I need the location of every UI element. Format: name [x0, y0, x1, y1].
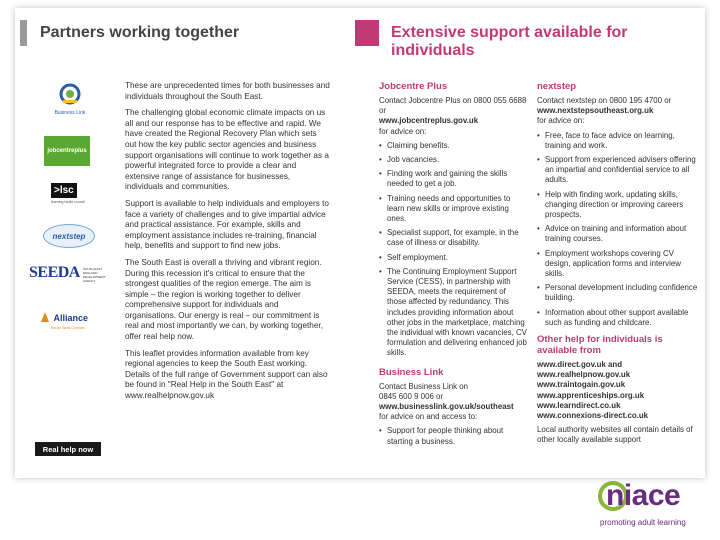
business-link-advice-intro: for advice on and access to: [379, 412, 478, 422]
list-item: • Training needs and opportunities to learn new skills or improve existing ones. [379, 194, 527, 225]
nextstep-column [537, 81, 699, 450]
business-link-contact [379, 382, 527, 423]
right-section-title: Extensive support available for individuals [391, 24, 628, 59]
jobcentre-plus-logo [44, 136, 90, 166]
other-help-links [537, 360, 699, 421]
right-accent-bar [355, 20, 379, 46]
nextstep-advice-intro: for advice on: [537, 116, 585, 126]
list-item: • Finding work and gaining the skills needed to get a job. [379, 169, 527, 189]
jobcentre-contact [379, 96, 527, 137]
nextstep-list [537, 131, 699, 328]
other-help-link[interactable]: www.realhelpnow.gov.uk [537, 370, 631, 380]
other-help-link[interactable]: www.apprenticeships.org.uk [537, 390, 645, 400]
niace-wordmark-row [598, 478, 708, 514]
jobcentre-plus-label: jobcentreplus [47, 148, 87, 154]
list-item: • Help with finding work, updating skills, changing direction or improving careers prospects. [537, 190, 699, 221]
jobcentre-advice-intro: for advice on: [379, 126, 427, 136]
jobcentre-column [379, 81, 527, 453]
list-item: • Personal development including confidence building. [537, 283, 699, 303]
intro-paragraph: The challenging global economic climate impacts on us all and our response has to be effective and rapid. We have created the Regional Recovery Plan which sets out how the key public sector agencies and business support organisations will continue to work together as a powerful integrated force to provide a clear and extensive range of assistance for businesses, individuals and communities. [125, 108, 329, 192]
intro-paragraph: Support is available to help individuals and employers to face a variety of challenges and to give impartial advice and practical assistance. For example, skills and employment assistance includes re-training, financial help, benefits and support to find new jobs. [125, 198, 329, 251]
business-link-url[interactable]: www.businesslink.gov.uk/southeast [379, 402, 514, 412]
niace-logo [598, 478, 708, 530]
alliance-icon [41, 312, 49, 322]
seeda-label: SEEDA [29, 264, 80, 281]
nextstep-contact [537, 96, 699, 127]
jobcentre-heading: Jobcentre Plus [379, 81, 448, 92]
nextstep-contact-text: Contact nextstep on 0800 195 4700 or [537, 96, 672, 105]
list-item: • Employment workshops covering CV design, application forms and interview skills. [537, 249, 699, 280]
list-item: • Job vacancies. [379, 155, 527, 165]
left-section-title: Partners working together [40, 24, 240, 41]
list-item: • Self employment. [379, 253, 527, 263]
intro-paragraph: These are unprecedented times for both businesses and individuals throughout the South East. [125, 81, 330, 101]
intro-paragraph: The South East is overall a thriving and vibrant region. During this recession it's critical to ensure that the strongest qualities of the region emerge. The aim is simple – the region is working together to deliver comprehensive support for individuals and organisations. Our energy is real – our commitment is real and most importantly we can, by working together, offer real help now. [125, 257, 323, 342]
list-item: • Information about other support available such as funding and childcare. [537, 308, 699, 328]
seeda-logo [29, 264, 105, 294]
real-help-now-label: Real help now [42, 444, 94, 454]
niace-tagline: promoting adult learning [600, 518, 686, 527]
other-help-link[interactable]: www.traintogain.gov.uk [537, 380, 626, 390]
nextstep-label: nextstep [52, 231, 86, 241]
business-link-list [379, 426, 527, 446]
jobcentre-contact-text: Contact Jobcentre Plus on 0800 055 6688 or [379, 96, 527, 116]
business-link-heading: Business Link [379, 366, 444, 378]
left-accent-bar [20, 20, 27, 46]
alliance-label: Alliance [53, 313, 88, 323]
lsc-logo [51, 180, 85, 208]
business-link-phone: 0845 600 9 006 or [379, 391, 444, 401]
lsc-mark: >lsc [51, 183, 77, 198]
jobcentre-list [379, 141, 527, 359]
lsc-sub-label: learning+skills council [51, 200, 85, 204]
list-item: • Free, face to face advice on learning, training and work. [537, 131, 699, 151]
intro-paragraph: This leaflet provides information available from key regional agencies to keep the South East working. Details of the full range of Government support can also be found in "Real Help in the South East" at www.realhelpnow.gov.uk [125, 348, 328, 401]
alliance-sub-label: Sector Skills Councils [51, 326, 85, 330]
list-item: • Support for people thinking about starting a business. [379, 426, 527, 446]
other-help-link[interactable]: www.direct.gov.uk and [537, 360, 623, 370]
business-link-icon [58, 83, 82, 105]
seeda-sub-label: SOUTH EAST ENGLAND DEVELOPMENT AGENCY [83, 267, 106, 283]
other-help-footer: Local authority websites all contain details of other locally available support [537, 425, 693, 445]
business-link-logo [53, 83, 87, 125]
other-help-heading: Other help for individuals is available from [537, 334, 663, 357]
list-item: • Specialist support, for example, in the case of illness or disability. [379, 228, 527, 248]
real-help-now-logo [35, 442, 101, 456]
list-item: • Claiming benefits. [379, 141, 527, 151]
intro-text [125, 81, 330, 408]
leaflet-page [15, 8, 705, 478]
other-help-link[interactable]: www.learndirect.co.uk [537, 400, 621, 410]
alliance-logo [41, 308, 101, 330]
nextstep-url[interactable]: www.nextstepsoutheast.org.uk [537, 106, 654, 116]
nextstep-logo [43, 224, 95, 248]
business-link-label: Business Link [54, 110, 86, 116]
business-link-contact-text: Contact Business Link on [379, 381, 469, 391]
list-item: • Support from experienced advisers offering an impartial and confidential service to all adults. [537, 155, 699, 186]
list-item: • Advice on training and information about training courses. [537, 224, 699, 244]
list-item: • The Continuing Employment Support Service (CESS), in partnership with SEEDA, meets the requirement of those affected by redundancy. This includes providing information about other jobs in the marketplace, matching the individual with known vacancies, CV formulation and delivering enhanced job skills. [379, 267, 527, 359]
jobcentre-url[interactable]: www.jobcentreplus.gov.uk [379, 116, 479, 126]
nextstep-heading: nextstep [537, 81, 577, 92]
other-help-link[interactable]: www.connexions-direct.co.uk [537, 411, 649, 421]
niace-wordmark: niace [606, 479, 681, 512]
